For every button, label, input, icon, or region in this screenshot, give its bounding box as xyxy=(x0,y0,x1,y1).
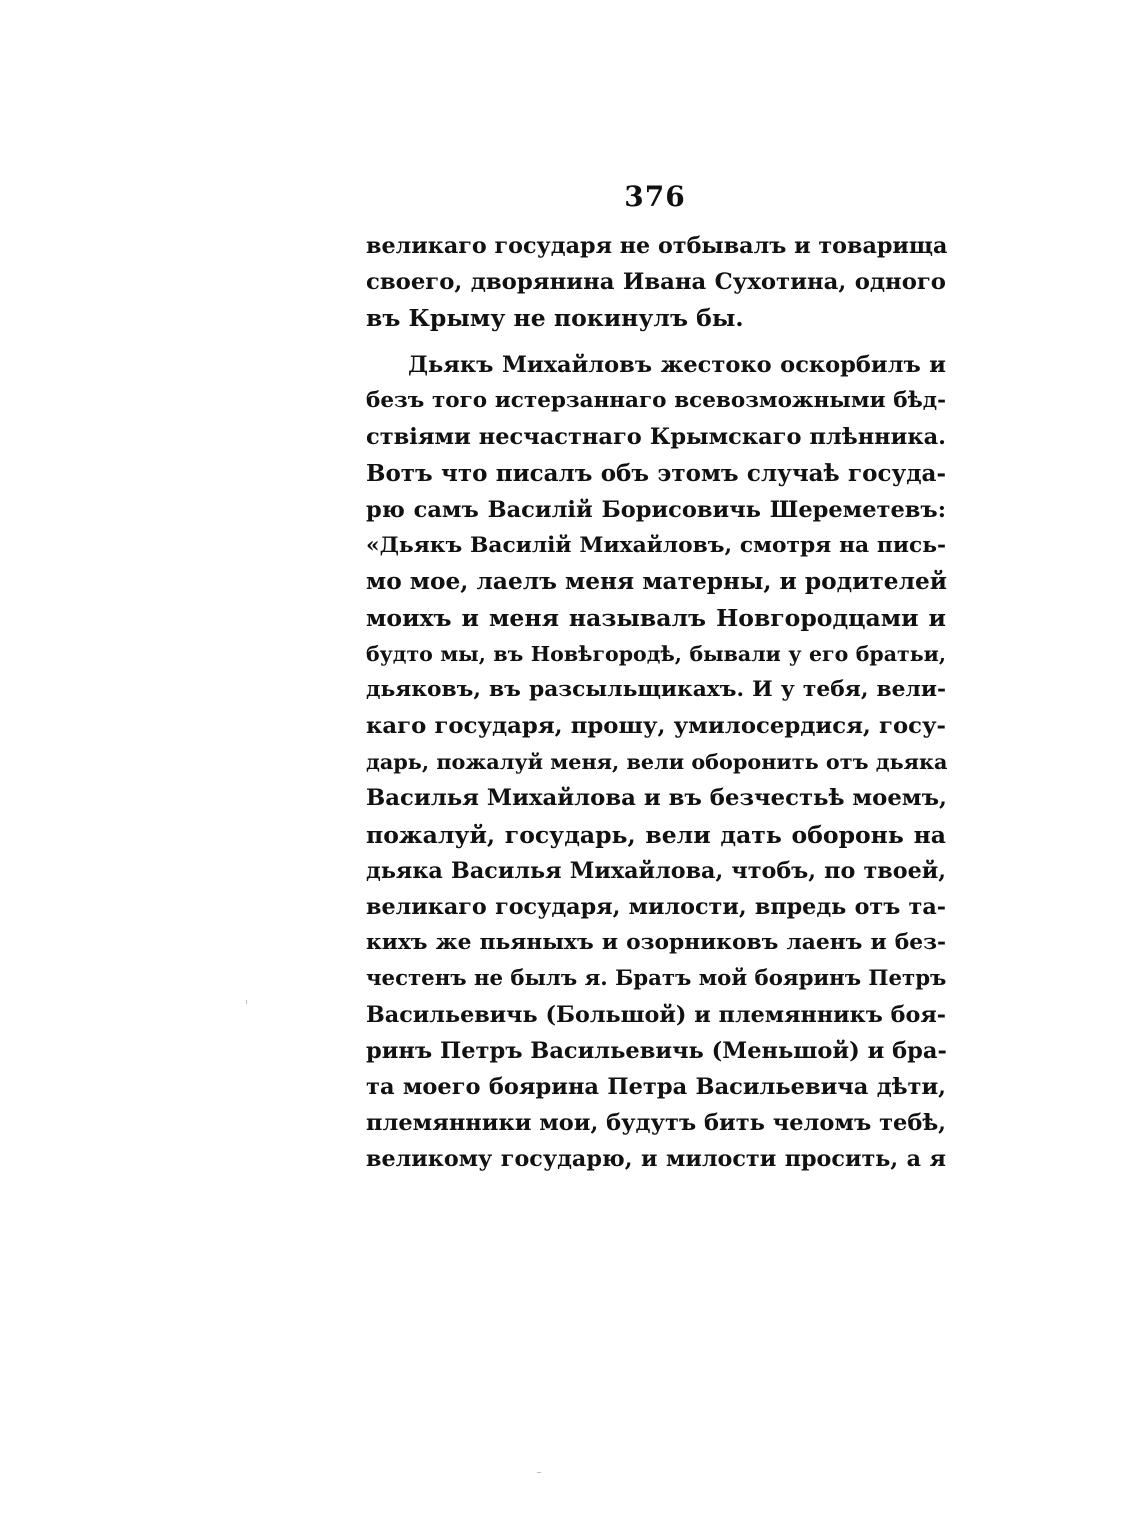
text-line: безъ того истерзаннаго всевозможными бѣд- xyxy=(366,388,946,414)
scan-speck xyxy=(537,1472,541,1473)
body-text xyxy=(366,228,946,1177)
text-line: кихъ же пьяныхъ и озорниковъ лаенъ и без- xyxy=(366,929,946,955)
text-line: моихъ и меня называлъ Новгородцами и xyxy=(366,603,946,632)
text-line: великаго государя не отбывалъ и товарища xyxy=(366,233,948,259)
text-line: честенъ не былъ я. Братъ мой бояринъ Петръ xyxy=(366,965,947,991)
scan-speck xyxy=(246,1000,247,1004)
text-line: дарь, пожалуй меня, вели оборонить отъ дьяка xyxy=(366,750,948,775)
text-line: мо мое, лаелъ меня матерны, и родителей xyxy=(366,567,948,595)
page-number: 376 xyxy=(624,180,686,213)
text-line: ринъ Петръ Васильевичь (Меньшой) и бра- xyxy=(366,1038,947,1065)
text-line: та моего боярина Петра Васильевича дѣти, xyxy=(366,1074,946,1101)
paragraph-first-line: Дьякъ Михайловъ жестоко оскорбилъ и xyxy=(408,352,946,379)
text-line: ствіями несчастнаго Крымскаго плѣнника. xyxy=(366,424,946,451)
text-line: будто мы, въ Новѣгородѣ, бывали у его братьи, xyxy=(366,642,946,667)
text-line: «Дьякъ Василій Михайловъ, смотря на пись- xyxy=(366,532,946,558)
text-line: пожалуй, государь, вели дать оборонь на xyxy=(366,820,946,849)
text-line: Васильевичь (Большой) и племянникъ боя- xyxy=(366,1001,946,1028)
text-line: въ Крыму не покинулъ бы. xyxy=(366,304,744,333)
text-line: Вотъ что писалъ объ этомъ случаѣ госуда- xyxy=(366,459,946,487)
text-line: великаго государя, милости, впредь отъ та- xyxy=(366,893,946,920)
text-line: великому государю, и милости просить, а я xyxy=(366,1146,946,1173)
text-line: Василья Михайлова и въ безчестьѣ моемъ, xyxy=(366,785,947,812)
text-line: дьяковъ, въ разсыльщикахъ. И у тебя, вели- xyxy=(366,677,946,703)
text-line: рю самъ Василій Борисовичь Шереметевъ: xyxy=(366,496,946,523)
text-line: дьяка Василья Михайлова, чтобъ, по твоей, xyxy=(366,857,946,884)
text-line: племянники мои, будутъ бить челомъ тебѣ, xyxy=(366,1110,946,1137)
text-line: своего, дворянина Ивана Сухотина, одного xyxy=(366,269,946,296)
text-line: каго государя, прошу, умилосердися, госу- xyxy=(366,713,946,740)
